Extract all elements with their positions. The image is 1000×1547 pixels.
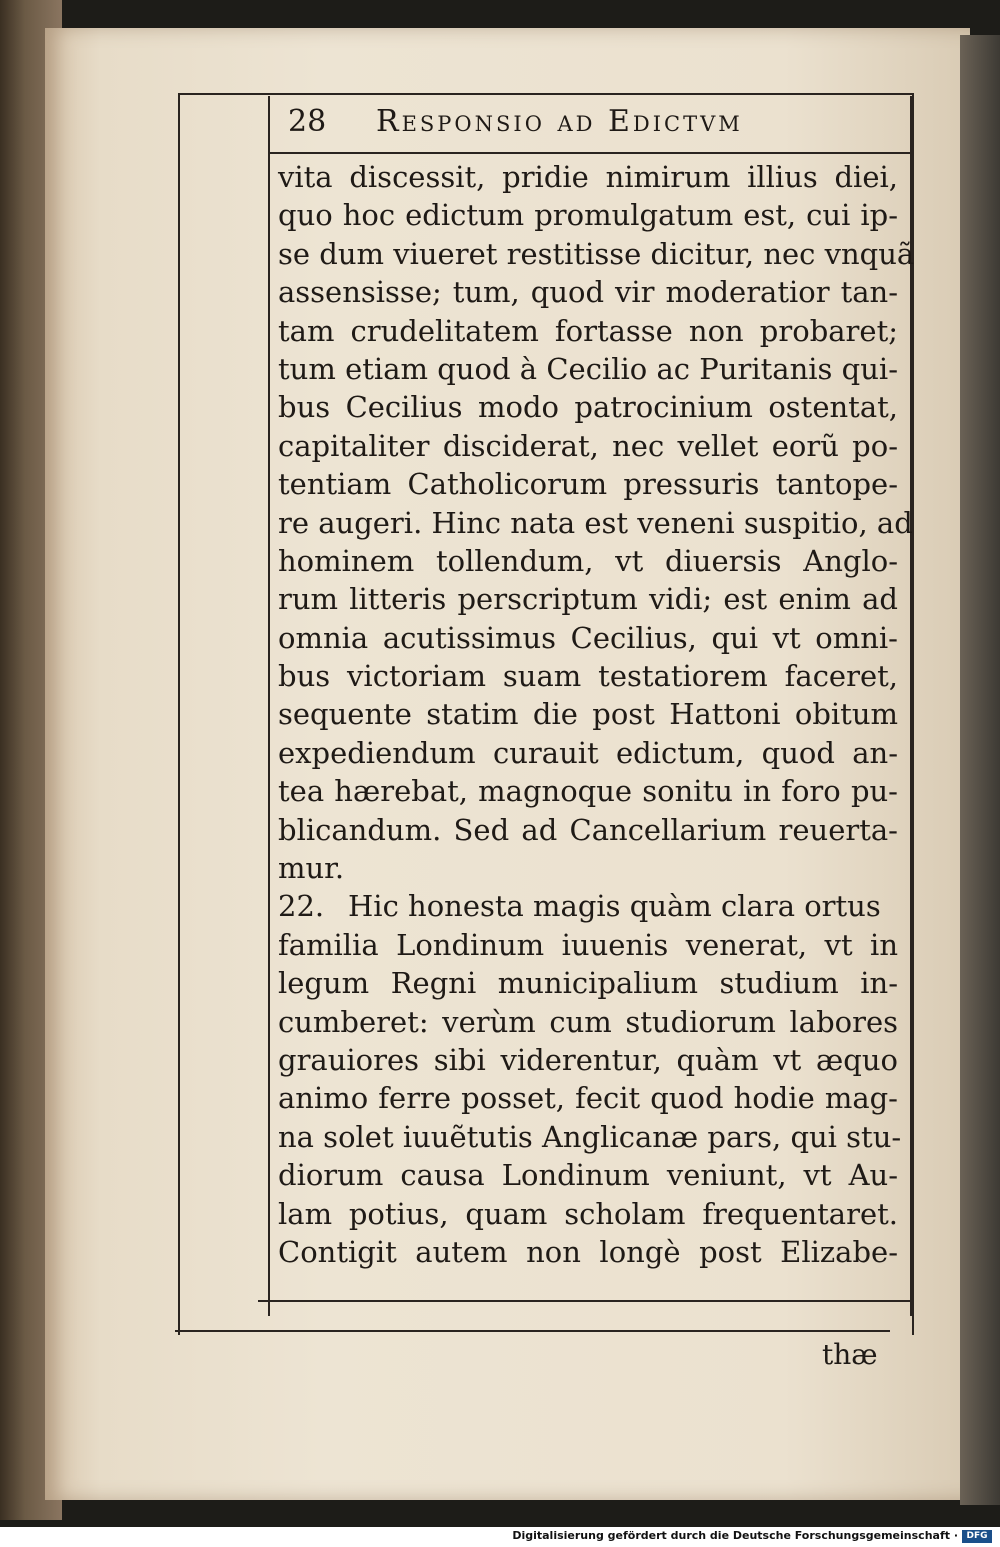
funding-credit: Digitalisierung gefördert durch die Deutsche Forschungsgemeinschaft ·: [512, 1529, 958, 1542]
text-line: tam crudelitatem fortasse non probaret;: [278, 313, 898, 348]
paragraph-22-first-line: [278, 887, 898, 925]
text-line: hominem tollendum, vt diuersis Anglo-: [278, 543, 898, 578]
catchword: thæ: [822, 1338, 878, 1371]
text-line: se dum viueret restitisse dicitur, nec vnquã: [278, 236, 915, 271]
paragraph-number: 22.: [278, 889, 325, 924]
text-line: tum etiam quod à Cecilio ac Puritanis qui-: [278, 351, 898, 386]
text-line: cumberet: verùm cum studiorum labores: [278, 1004, 898, 1039]
text-line: na solet iuuẽtutis Anglicanæ pars, qui stu-: [278, 1119, 902, 1154]
text-line: animo ferre posset, fecit quod hodie mag-: [278, 1081, 898, 1116]
text-line: diorum causa Londinum veniunt, vt Au-: [278, 1158, 898, 1193]
page-edge-right: [960, 35, 1000, 1505]
page-number: 28: [288, 104, 327, 139]
text-line: capitaliter disciderat, nec vellet eorũ po-: [278, 428, 898, 463]
dfg-logo: DFG: [962, 1530, 992, 1543]
text-line: vita discessit, pridie nimirum illius diei,: [278, 160, 898, 194]
text-line: grauiores sibi viderentur, quàm vt æquo: [278, 1042, 898, 1077]
text-line: expediendum curauit edictum, quod an-: [278, 735, 898, 770]
text-line: re augeri. Hinc nata est veneni suspitio, ad: [278, 505, 913, 540]
paragraph-opening: Hic honesta magis quàm clara ortus: [348, 889, 881, 924]
text-line: legum Regni municipalium studium in-: [278, 966, 898, 1001]
text-bottom-rule: [258, 1300, 910, 1302]
text-line: tentiam Catholicorum pressuris tantope-: [278, 467, 898, 502]
text-line: sequente statim die post Hattoni obitum: [278, 697, 898, 732]
text-line: lam potius, quam scholam frequentaret.: [278, 1196, 898, 1231]
header-rule: [268, 152, 910, 154]
text-line: assensisse; tum, quod vir moderatior tan-: [278, 275, 898, 310]
text-line: bus Cecilius modo patrocinium ostentat,: [278, 390, 898, 425]
text-line: tea hærebat, magnoque sonitu in foro pu-: [278, 774, 898, 809]
text-line: bus victoriam suam testatiorem faceret,: [278, 659, 898, 694]
text-line: mur.: [278, 851, 345, 886]
digitization-footer: [0, 1527, 1000, 1547]
text-line: rum litteris perscriptum vidi; est enim ad: [278, 582, 898, 617]
page-header: [288, 104, 888, 148]
text-line: omnia acutissimus Cecilius, qui vt omni-: [278, 620, 898, 655]
text-line: familia Londinum iuuenis venerat, vt in: [278, 927, 898, 962]
text-line: quo hoc edictum promulgatum est, cui ip-: [278, 198, 898, 233]
text-line: blicandum. Sed ad Cancellarium reuerta-: [278, 812, 898, 847]
running-title: Responsio ad Edictvm: [376, 104, 743, 139]
text-line: Contigit autem non longè post Elizabe-: [278, 1234, 898, 1269]
page-foot-rule: [175, 1330, 890, 1332]
body-text: [278, 158, 915, 1271]
